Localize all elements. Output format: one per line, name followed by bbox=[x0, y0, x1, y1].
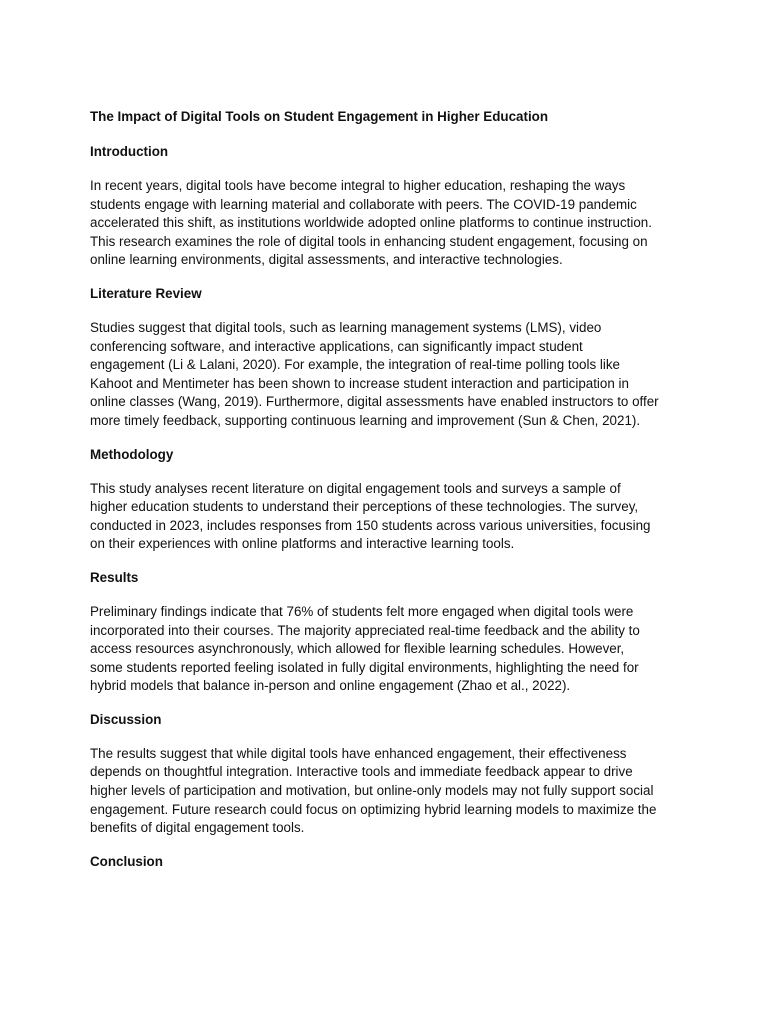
paragraph-line: Preliminary findings indicate that 76% of students felt more engaged when digital tools were bbox=[90, 603, 634, 619]
paragraph-line: online classes (Wang, 2019). Furthermore, digital assessments have enabled instructors to offer bbox=[90, 394, 659, 410]
paragraph-line: students engage with learning material and collaborate with peers. The COVID-19 pandemic bbox=[90, 196, 637, 212]
paragraph-line: incorporated into their courses. The majority appreciated real-time feedback and the ability to bbox=[90, 622, 640, 638]
document-title: The Impact of Digital Tools on Student Engagement in Higher Education bbox=[90, 109, 549, 124]
section-heading-discussion: Discussion bbox=[90, 711, 162, 727]
paragraph-line: higher education students to understand their perceptions of these technologies. The survey, bbox=[90, 499, 639, 515]
paragraph-line: The results suggest that while digital tools have enhanced engagement, their effectiveness bbox=[90, 745, 627, 761]
introduction-paragraph bbox=[90, 177, 682, 270]
discussion-paragraph bbox=[90, 745, 682, 838]
methodology-paragraph bbox=[90, 480, 682, 554]
section-heading-results: Results bbox=[90, 569, 139, 585]
paragraph-line: Studies suggest that digital tools, such as learning management systems (LMS), video bbox=[90, 319, 602, 335]
paragraph-line: higher levels of participation and motivation, but online-only models may not fully support social bbox=[90, 783, 654, 799]
paragraph-line: In recent years, digital tools have become integral to higher education, reshaping the ways bbox=[90, 178, 626, 193]
paragraph-line: Kahoot and Mentimeter has been shown to increase student interaction and participation in bbox=[90, 375, 629, 391]
section-heading-introduction: Introduction bbox=[90, 144, 169, 159]
paragraph-line: conducted in 2023, includes responses from 150 students across various universities, focusing bbox=[90, 517, 651, 533]
paragraph-line: hybrid models that balance in-person and online engagement (Zhao et al., 2022). bbox=[90, 678, 571, 694]
paragraph-line: benefits of digital engagement tools. bbox=[90, 820, 305, 836]
paragraph-line: online learning environments, digital assessments, and interactive technologies. bbox=[90, 252, 563, 268]
paragraph-line: This research examines the role of digital tools in enhancing student engagement, focusing on bbox=[90, 233, 648, 249]
section-heading-methodology: Methodology bbox=[90, 446, 174, 462]
paragraph-line: engagement. Future research could focus on optimizing hybrid learning models to maximize the bbox=[90, 801, 657, 817]
paragraph-line: on their experiences with online platforms and interactive learning tools. bbox=[90, 536, 515, 552]
paragraph-line: engagement (Li & Lalani, 2020). For example, the integration of real-time polling tools like bbox=[90, 357, 620, 373]
paragraph-line: access resources asynchronously, which allowed for flexible learning schedules. However, bbox=[90, 641, 625, 657]
section-heading-conclusion: Conclusion bbox=[90, 853, 163, 869]
document-page bbox=[90, 108, 682, 887]
literature-review-paragraph bbox=[90, 319, 682, 431]
paragraph-line: conferencing software, and interactive applications, can significantly impact student bbox=[90, 338, 583, 354]
paragraph-line: some students reported feeling isolated in fully digital environments, highlighting the need for bbox=[90, 659, 639, 675]
paragraph-line: accelerated this shift, as institutions worldwide adopted online platforms to continue instruction. bbox=[90, 215, 652, 231]
paragraph-line: depends on thoughtful integration. Interactive tools and immediate feedback appear to drive bbox=[90, 764, 633, 780]
results-paragraph bbox=[90, 603, 682, 696]
paragraph-line: This study analyses recent literature on digital engagement tools and surveys a sample of bbox=[90, 480, 621, 496]
paragraph-line: more timely feedback, supporting continuous learning and improvement (Sun & Chen, 2021). bbox=[90, 412, 641, 428]
section-heading-literature-review: Literature Review bbox=[90, 285, 202, 301]
